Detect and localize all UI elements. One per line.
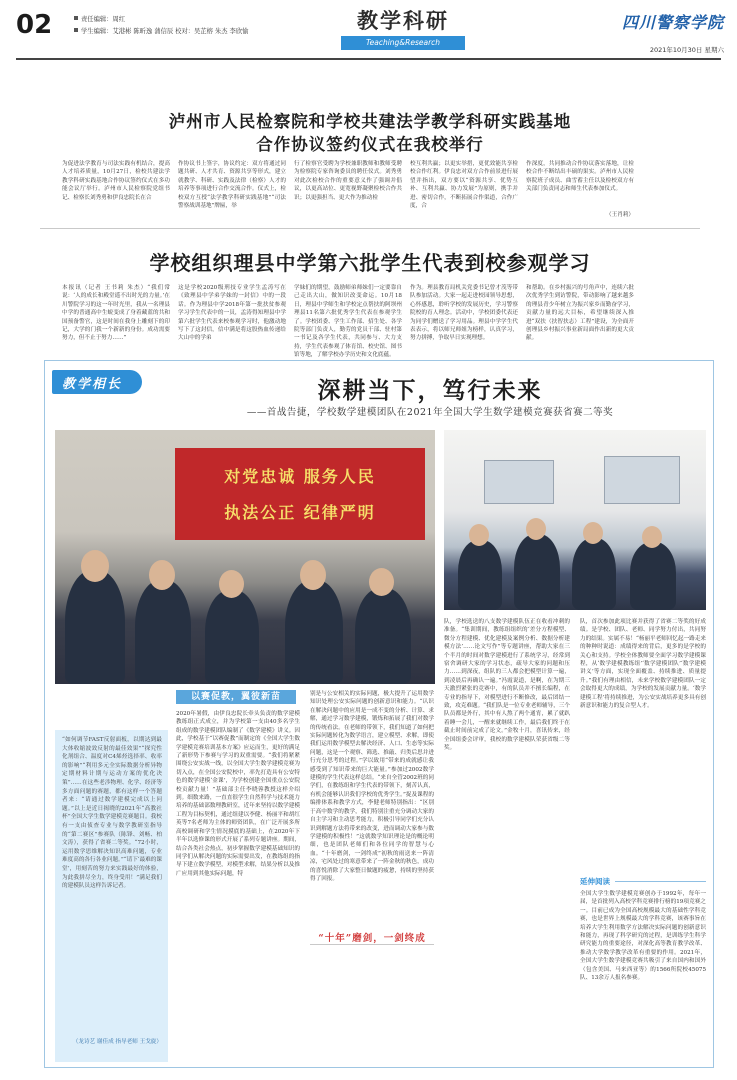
article1-col5: 作深度，共同推动合作协议落实落地，让检校合作不断结出丰硕的果实。泸州市人民检察院班子成员、曲雪蓄主任以及检校双方有关部门负责同志和师生代表参加仪式。 <box>526 161 634 193</box>
person-figure <box>205 590 259 684</box>
person-head <box>469 524 489 546</box>
newspaper-logo: 四川警察学院 <box>621 13 724 32</box>
person-figure <box>514 534 560 610</box>
feature-tab <box>52 370 142 396</box>
article1-title-line1: 泸州市人民检察院和学校共建法学教学科研实践基地 <box>168 112 572 131</box>
editors-line-1: 责任编辑：周红 <box>74 14 125 23</box>
issue-date: 2021年10月30日 星期六 <box>649 46 724 54</box>
person-head <box>369 568 394 596</box>
person-figure <box>572 538 616 610</box>
feature-tab-label: 教学相长 <box>62 377 123 392</box>
page-number: 02 <box>16 10 53 40</box>
article1-col4: 校互利共赢；以更实举措，更优效能共享检校合作红利。伊良忠对双方合作前景进行展望并指出，双方要以“资源共享、优势互补、互利共赢、协力发展”为原则，携手并进、密切合作，不断拓展合作渠道，合作广度，合 <box>410 161 518 210</box>
section2-heading: “十年”磨剑，一剑终成 <box>318 933 426 944</box>
person-figure <box>630 542 676 610</box>
article1-author: （王肖莉） <box>606 212 634 218</box>
feature-colE: 全国大学生数学建模竞赛创办于1992年，每年一届，是首批列入高校学科竞赛排行榜的19项竞赛之一。目前已成为全国高校规模最大的基础性学科竞赛，也是世界上规模最大的学科竞赛，该赛事旨在培养大学生利用数学方法解决实际问题的创新意识和能力，再现了科学研究的过程，是训练学生科学研究能力的重要途径，对深化高等教育教学改革、推动大学数学教学改革有重要的作用。2021年，全国大学生数学建模竞赛共吸引了来自国内和国外（包含美国、马来西亚等）的1566所院校45075队、13余万人报名参赛。 <box>580 891 706 982</box>
article2-col5: 和帮助。在乡村振兴的号角声中，连续六批次优秀学生到访警院，带动影响了越来越多的理县青少年树立为振兴家乡而勤奋学习，贡献力量的远大目标，希望继续深入推进“双扶（扶智扶志）工程”建设，为全面开创理县乡村振兴事业新局面作出新的更大贡献。 <box>526 285 634 342</box>
masthead-right <box>548 10 724 54</box>
bullet-icon <box>74 28 78 32</box>
section1-heading: 以赛促教，翼彼新苗 <box>176 690 296 704</box>
person-head <box>526 518 546 540</box>
banner-line1: 对党忠诚 服务人民 <box>224 467 376 486</box>
article2-col3: 学妹们的期望，鼓励师弟师妹们一定要靠自己走出大山，做知识改变命运。10月18日，理县中学师生和学校定点帮扶的阿坝州理县11名第六批优秀学生代表在参观学生了。学校团委、学生工作部、招生处、各学院等部门负责人，勤劳的党员干部、驻村第一书记及各学生代表，共同参与、大力支持，学生代表参观了体育馆、校史馆、图书馆等地，了解学校办学历史和文化底蕴。 <box>294 285 402 359</box>
header-divider <box>16 58 721 60</box>
person-head <box>642 526 662 548</box>
extend-reading-rule <box>615 881 706 882</box>
person-head <box>300 560 326 590</box>
person-head <box>149 560 175 590</box>
article1-col3: 行了检察官受聘为学校兼职教师和教师受聘为检察院专家咨询委员的聘任仪式。刘秀勇对此次检校合作的重要意义作了强调并倡议，以更高站位、更宽视野凝聚检校合作共识；以更强担当、更大作为推动检 <box>294 161 402 201</box>
banner-line2: 执法公正 纪律严明 <box>224 503 376 522</box>
feature-colC: 队，学校选送的八支数学建模队伍正在收看冲刺的准备。“集训期间，教练组组织的‘差分方程模型、微分方程建模、优化建模及案例分析、数据分析建模方法’……论文写作”等专题讲座，帮助大家在三个半月的时间对数学建模进行了系统学习，经常到宿舍调研大家的学习状态，疏导大家的问题和压力……到深夜，组队的三人都会把模型计算一遍，到凌晨后再确认一遍。”冯霞说道，是啊，在为期三天激烈紧张的竞赛中，有的队员并不擅长编程，在专业的指导下，对模型进行不断修改，最后团结一致，攻克难题。“我们队是一位专业老师辅导，三个队员都是外行，其中有人熬了两个通宵，累了就趴着睡一会儿，一醒来就继续工作，最后我们终于在截止时间前完成了论文。”金牧十月，喜讯传来，经全国组委会评审，我校的数学建模队荣获省级二等奖。 <box>444 619 570 752</box>
section-subtitle: Teaching&Research <box>341 36 465 50</box>
person-figure <box>65 570 125 684</box>
classroom-photo <box>444 430 706 610</box>
person-head <box>583 522 603 544</box>
person-figure <box>458 540 502 610</box>
person-figure <box>355 588 411 684</box>
person-figure <box>135 580 191 684</box>
person-head <box>219 570 244 598</box>
article1-title-line2: 合作协议签约仪式在我校举行 <box>256 135 484 154</box>
section-header <box>338 8 468 56</box>
quote-author: （龙诗艺 谢佳成 指导老师 王戈旋） <box>72 1039 162 1045</box>
projection-screen <box>604 456 680 504</box>
section-title: 教学科研 <box>357 8 449 33</box>
feature-colD: 队，首次参加此项比赛并获得了省赛二等奖的好成绩。是学校、团队、老师、同学努力付出，共同努力的结果。实属不易！“杨丽平老师回忆起一路走来的种种时说道：成绩得来的背后，更多的是学校的关心和支持。学校全体教师要全面学习数学建模课程，从‘数学建模教练组’‘数学建模团队’‘数学建模讲义’等方面，实现全面覆盖、持续推进、质量提升。”我们有理由相信，未来学校数学建模团队一定会取得更大的成绩，为学校的发展贡献力量。‘数学建模工程’将持续推进，为公安实战培养更多具有创新意识和能力的复合型人才。 <box>580 619 706 710</box>
article2-col4: 作为。理县教育局机关党委书记曾才茂等带队参加活动。大家一起走进校园领导思想，心怀感恩，聆听学校的发展历史，学习警察院校的育人理念。活动中，学校团委代表还为同学们赠送了学习用品。理县中学学生代表表示，将以师兄师姐为榜样，认真学习，努力拼搏，争取早日实现理想。 <box>410 285 518 342</box>
feature-subtitle: ——首战告捷，学校数学建模团队在2021年全国大学生数学建模竞赛获省赛二等奖 <box>246 407 614 418</box>
quote-text: “如何调节FAST反射面板，以期达到最大体收缩波效反射的最佳效果”“探究性化剂组合、温度对C4烯烃选择率、收率的影响”“利用多元全实际数据分析异物定期材料计期与运动方案的优化决策”……在这些老涉物理、化学、经济等多方面问题的赛题，都有这样一个答题者来：“请通过数学建模完成以上问题。”以上是近日揭晓的2021年“高教社杯”全国大学生数学建模竞赛题目。我校有一支由侦查专业与数学教研室指导的“第二赛区”参赛队（陈锋、刘畅、柏文涛），获得了省赛二等奖。“72小时，运用数学思维解决知识高难问题，专业难度高的各行各业问题。”“请下‘最难的课堂’，用刻苦的努力来实践最好的体验，为此我拼尽全力，终身受用！”满足我们的建模队员这样告诉记者。 <box>62 737 162 890</box>
feature-colB: 别是与公安相关的实际问题，极大提升了运用数学知识处理公安实际问题的创新意识和能力。“认识在解决问题中的应用是一成不变的分析、计算、求解，通过学习数学建模，锻炼和拓展了我们对数学的传统看法。在老师的带领下，我们知道了如何把实际问题转化为数学语言，建立模型、求解，即使我们运用数学模型去解决经济、人口、生态等实际问题，这是一个观察、筛选、推敲、归类后思并进行充分思考的过程。”学以致用“带来的成就感让我感受到了知识带来的巨大能量。”参加过2002数学建模的学生代表这样总结。“来自全管2002班的同学们，在教练组和学生代表的带领下，刻苦认真，有机会能够认识我们学校的优秀学生。”捉及课程的编排体系和教学方式，李健老师特别指出：“区别于高中数学的教学，我们特别注重充分调动大家的自主学习和主动思考能力，积极引导同学们充分认识到解题方法将带来的改变，进而调动大家参与数学建模的积极性！”这就数学知识理论是的概论明细，也是团队老师们和各位同学的智慧与心血。“十年磨剑，一剑终成”初秋的雨送来一阵清凉，宅风处过的寒意带来了一阵金秋的秋色，成功的喜悦消除了大家整日做题的疲惫，持续的坚持获得了回报。 <box>310 691 434 882</box>
masthead-left <box>16 8 316 44</box>
editors-line-2: 学生编辑：艾港彬 陈昕逸 蒲信辰 校对：吴芷榕 朱杰 李欣愉 <box>74 26 248 35</box>
feature-colA: 2020年暑假，由伊良忠院长牵头负责的数学建模教练组正式成立，并为学校第一支由40多名学生组成的数学建模团队编制了《数学建模》讲义。因此，学校基于“以赛促教”而制定的《全国大学生数学建模竞赛培训基本方案》应运而生，更好的满足了新形势下参赛与学习的双重需要。“我们将紧紧围绕公安实战一线，以全国大学生数学建模竞赛为切入点，在全国公安院校中，率先打造具有公安特色的数学建模‘金课’，为学校创建全国重点公安院校贡献力量！”基础部主任李晓蓉教授这样介绍到。细数来路，一直直很学生自然科学与技术能力培养的基础部数理教研室，近年来坚持以数学建模工程为目标契机，通过组建以李健、杨丽平和胡红英等7名老师为主体的师资团队，在广泛开展多所高校调研和学生情况摸底的基础上，在2020年下半年以选修课的形式开展了系列专题讲座。期间，结合各类社会热点，初步掌握数学建模基础知识的同学们从解决问题的实际需要出发，在教练组的指导下建立数学模型，对模型求解，结果分析以及推广应用到其他实际问题，特 <box>176 711 300 877</box>
article1-col1: 为促进法学教育与司法实践有机结合，提高人才培养质量，10月27日，检校共建法学教学科研实践基地合作协议签约仪式在多功能会议厅举行。泸州市人民检察院党组书记、检察长刘秀勇和伊良忠院长在合 <box>62 161 170 201</box>
person-head <box>81 550 109 582</box>
extend-reading-title: 延伸阅读 <box>580 877 610 886</box>
feature-title: 深耕当下，笃行未来 <box>317 377 543 404</box>
projection-screen <box>484 460 554 504</box>
red-banner <box>175 448 425 540</box>
quote-box <box>55 730 168 1062</box>
person-figure <box>285 580 343 684</box>
article-divider <box>40 228 700 229</box>
section2-rule <box>310 944 434 945</box>
article2-col1: 本报讯（记者 王书莉 朱杰）“我们常说：‘人的成长和殿堂遥不出时光的力量。’在川警院学习的这一年时光里，我从一名理县中学的普通高中生蜕变成了身着藏蓝的共和国预备警官，这是时间在我身上雕刻下的印记，大学的门我一个新新的身份。成功需要努力，但不止于努力……” <box>62 285 170 342</box>
article2-col2: 这是学校2020级刑技专业学生孟涛写在《致理县中学弟学妹的一封信》中的一段话。作为理县中学2018年第一批扶贫参观学习学生代表中的一员，孟涛得知理县中学第六批学生代表来校参观学习时，他激动地写下了这封信，信中满是将这股热血传递给大山中的学弟 <box>178 285 286 342</box>
bullet-icon <box>74 16 78 20</box>
article2-title: 学校组织理县中学第六批学生代表到校参观学习 <box>149 251 591 275</box>
article1-col2: 作协议书上签字，协议约定：双方将通过同题共研、人才共育、资源共享等形式，建立就教学、科研、实践及法律（检察）人才的培养等事项进行合作交流合作。仪式上，检校双方互授“法学教学科研实践基地”“司法警察战训基地”牌匾，举 <box>178 161 286 210</box>
meeting-photo <box>55 430 435 684</box>
